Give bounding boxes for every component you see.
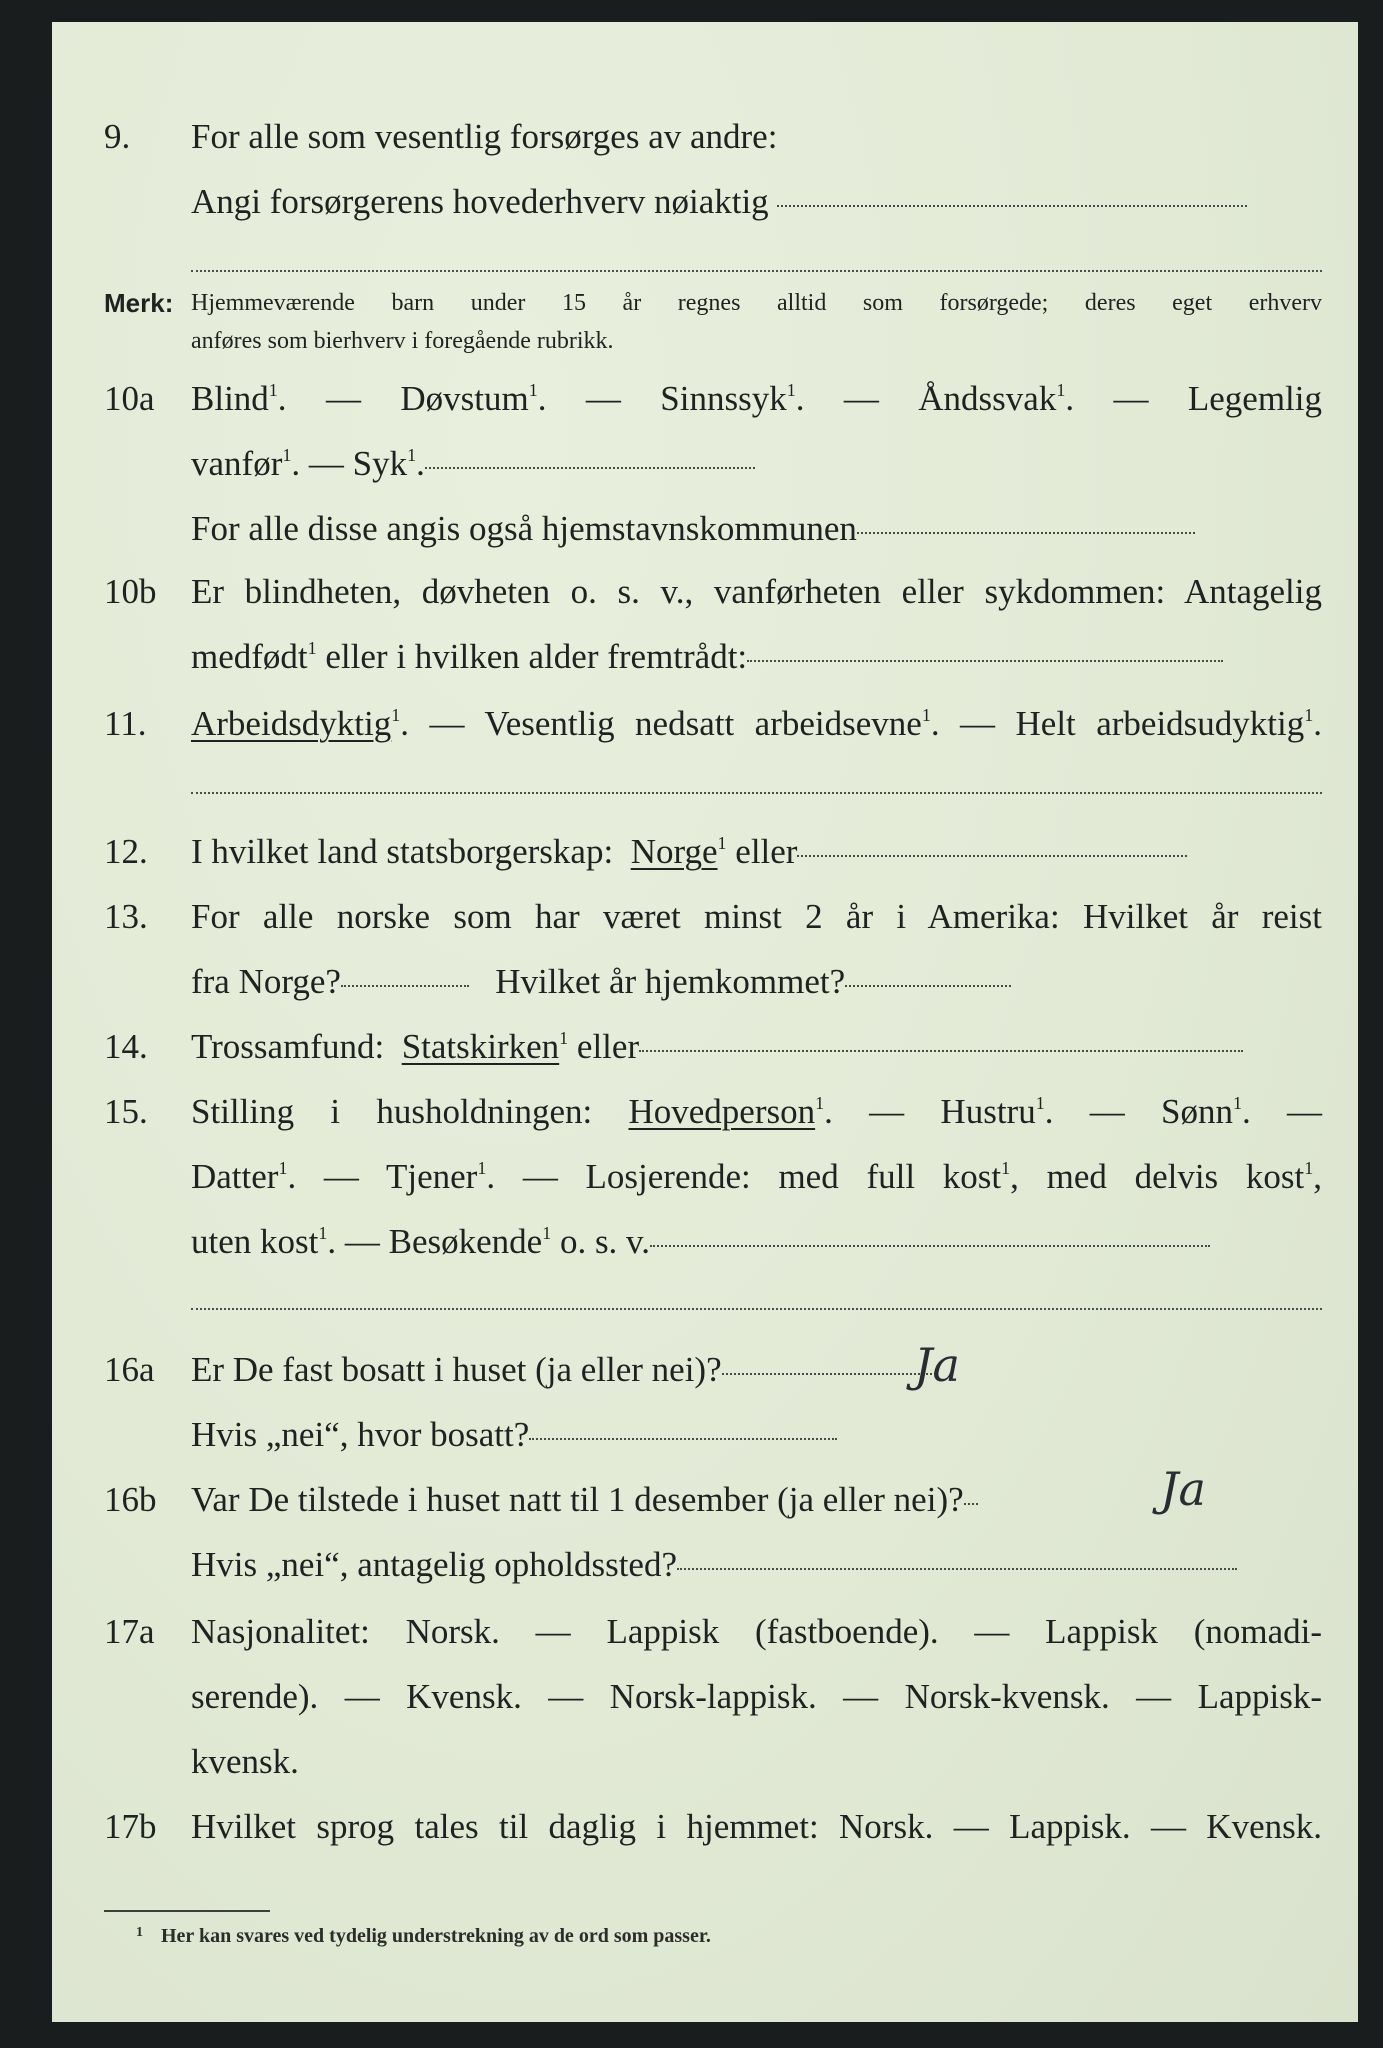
question-number: 12. — [104, 832, 148, 871]
option-dovstum[interactable]: — Døvstum — [325, 379, 529, 418]
handwritten-answer[interactable]: Ja — [1160, 1462, 1206, 1516]
question-number: 13. — [104, 897, 148, 936]
question-number: 15. — [104, 1092, 148, 1131]
census-form-page: 9. For alle som vesentlig forsørges av andre: Angi forsørgerens hovederhverv nøiaktig Merk: Hjemmeværende barn under 15 år regnes alltid som forsørgede; deres eget erhverv anføres som bierhverv i foregående rubrikk. 10a Blind$^1$. — Døvstum$^1$. — Sinnssyk$^1$. — Åndssvak$^1$. — Legemlig vanfør$^1$. — Syk$^1$. For alle disse angis også hjemstavnskommunen 10b Er blindheten, døvheten o. s. v., vanførheten eller sykdommen: Antagelig medfødt$^1$ eller i hvilken alder fremtrådt: 11. Arbeidsdyktig$^1$. — Vesentlig nedsatt arbeidsevne$^1$. — Helt arbeidsudyktig$^1$. 12. I hvilket land statsborgerskap: Norge$^1$ eller 13. For alle norske som har været minst 2 år i Amerika: Hvilket år reist fra Norge? Hvilket år hjemkommet? 14. Trossamfund: Statskirken$^1$ eller 15. Stilling i husholdningen: Hovedperson$^1$. — Hustru$^1$. — Sønn$^1$. — Datter$^1$. — Tjener$^1$. — Losjerende: med full kost$^1$, med delvis kost$^1$, uten kost$^1$. — Besøkende$^1$ o. s. v. 16a Er De fast bosatt i huset (ja eller nei)? Ja Hvis „nei“, hvor bosatt? 16b Var De tilstede i huset natt til 1 desember (ja eller nei)? Ja Hvis „nei“, antagelig opholdssted? 17a Nasjonalitet: Norsk. — Lappisk (fastboende). — Lappisk (nomadi- serende). — Kvensk. — Norsk-lappisk. — Norsk-kvensk. — Lappisk- kvensk. 17b Hvilket sprog tales til daglig i hjemmet: Norsk. — Lappisk. — Kvensk. $^1$ Her kan svares ved tydelig understrekning av de ord som passer. — [52, 22, 1358, 2022]
handwritten-answer[interactable]: Ja — [914, 1338, 960, 1392]
option-hovedperson-underlined[interactable]: Hovedperson — [628, 1092, 816, 1131]
option-sinnssyk[interactable]: — Sinnssyk — [585, 379, 787, 418]
option-andssvak[interactable]: — Åndssvak — [843, 379, 1057, 418]
question-number: 11. — [104, 704, 147, 743]
option-vanfor[interactable]: vanfør — [191, 444, 283, 483]
option-uten-kost[interactable]: uten kost — [191, 1222, 319, 1261]
answer-line[interactable] — [797, 855, 1187, 857]
option-full-kost[interactable]: . — Losjerende: med full kost — [486, 1157, 1002, 1196]
option-arbeidsdyktig-underlined[interactable]: Arbeidsdyktig — [191, 704, 392, 743]
option-delvis-kost[interactable]: , med delvis kost — [1010, 1157, 1305, 1196]
question-text: I hvilket land statsborgerskap: — [191, 832, 614, 871]
footnote-divider — [104, 1910, 270, 1912]
footnote-text: Her kan svares ved tydelig understrekning av de ord som passer. — [161, 1925, 711, 1947]
question-number: 16a — [104, 1350, 155, 1389]
answer-line[interactable] — [964, 1503, 978, 1505]
answer-line[interactable] — [650, 1245, 1210, 1247]
question-number: 9. — [104, 117, 131, 156]
question-text: Nasjonalitet: Norsk. — Lappisk (fastboende). — Lappisk (nomadi- — [191, 1612, 1322, 1651]
option-besokende[interactable]: . — Besøkende — [327, 1222, 543, 1261]
option-norge-underlined[interactable]: Norge — [630, 832, 718, 871]
option-sonn[interactable]: . — Sønn — [1044, 1092, 1233, 1131]
note-text: Hjemmeværende barn under 15 år regnes alltid som forsørgede; deres eget erhverv — [191, 290, 1322, 316]
footnote — [136, 1920, 711, 1949]
footnote-marker: 1 — [136, 1925, 143, 1940]
option-medfodt[interactable]: medfødt — [191, 637, 308, 676]
question-text: kvensk. — [191, 1742, 299, 1781]
option-syk[interactable]: — Syk — [308, 444, 408, 483]
option-hustru[interactable]: . — Hustru — [824, 1092, 1036, 1131]
question-text: serende). — Kvensk. — Norsk-lappisk. — Norsk-kvensk. — Lappisk- — [191, 1677, 1322, 1716]
option-tjener[interactable]: . — Tjener — [287, 1157, 478, 1196]
question-text: Hvilket sprog tales til daglig i hjemmet: Norsk. — Lappisk. — Kvensk. — [191, 1807, 1322, 1846]
answer-line[interactable] — [639, 1050, 1243, 1052]
answer-line[interactable] — [191, 792, 1322, 794]
answer-line[interactable] — [845, 985, 1011, 987]
option-statskirken-underlined[interactable]: Statskirken — [401, 1027, 560, 1066]
question-text: For alle disse angis også hjemstavnskommunen — [191, 509, 857, 548]
question-text: Angi forsørgerens hovederhverv nøiaktig — [191, 182, 769, 221]
answer-line[interactable] — [191, 1308, 1322, 1310]
option-udyktig[interactable]: . — Helt arbeidsudyktig — [930, 704, 1305, 743]
answer-line[interactable] — [777, 205, 1247, 207]
question-text: eller i hvilken alder fremtrådt: — [325, 637, 748, 676]
question-number: 17a — [104, 1612, 155, 1651]
note-label: Merk: — [104, 288, 174, 318]
question-number: 16b — [104, 1480, 157, 1519]
question-number: 10a — [104, 379, 155, 418]
question-text: For alle som vesentlig forsørges av andre: — [191, 117, 778, 156]
question-number: 14. — [104, 1027, 148, 1066]
answer-line[interactable] — [722, 1373, 932, 1375]
answer-line[interactable] — [677, 1568, 1237, 1570]
answer-line[interactable] — [425, 467, 755, 469]
question-number: 10b — [104, 572, 157, 611]
question-text: For alle norske som har været minst 2 år i Amerika: Hvilket år reist — [191, 897, 1322, 936]
answer-line[interactable] — [341, 985, 469, 987]
answer-line[interactable] — [191, 270, 1322, 272]
option-blind[interactable]: Blind — [191, 379, 269, 418]
option-legemlig[interactable]: — Legemlig — [1113, 379, 1323, 418]
question-number: 17b — [104, 1807, 157, 1846]
answer-line[interactable] — [529, 1438, 837, 1440]
answer-line[interactable] — [747, 660, 1223, 662]
option-datter[interactable]: Datter — [191, 1157, 279, 1196]
answer-line[interactable] — [857, 532, 1195, 534]
note-text: anføres som bierhverv i foregående rubrikk. — [191, 328, 614, 354]
question-text: Er blindheten, døvheten o. s. v., vanførheten eller sykdommen: Antagelig — [191, 572, 1322, 611]
option-nedsatt[interactable]: . — Vesentlig nedsatt arbeidsevne — [400, 704, 922, 743]
